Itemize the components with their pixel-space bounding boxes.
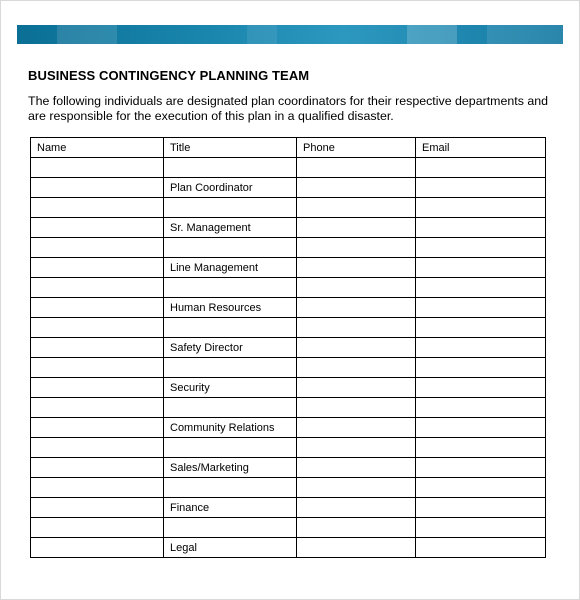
cell-phone[interactable] xyxy=(297,538,416,558)
cell-phone[interactable] xyxy=(297,458,416,478)
banner-highlight xyxy=(487,25,563,44)
cell-email[interactable] xyxy=(416,338,546,358)
cell-email[interactable] xyxy=(416,278,546,298)
cell-name[interactable] xyxy=(31,238,164,258)
table-row xyxy=(31,418,546,438)
table-row xyxy=(31,238,546,258)
cell-name[interactable] xyxy=(31,358,164,378)
cell-name[interactable] xyxy=(31,318,164,338)
cell-title[interactable]: Finance xyxy=(164,498,297,518)
table-row xyxy=(31,318,546,338)
table-row xyxy=(31,338,546,358)
cell-title[interactable]: Human Resources xyxy=(164,298,297,318)
cell-phone[interactable] xyxy=(297,498,416,518)
cell-name[interactable] xyxy=(31,458,164,478)
table-row xyxy=(31,178,546,198)
cell-email[interactable] xyxy=(416,398,546,418)
cell-phone[interactable] xyxy=(297,418,416,438)
table-row xyxy=(31,378,546,398)
table-row xyxy=(31,358,546,378)
table-row xyxy=(31,158,546,178)
cell-phone[interactable] xyxy=(297,298,416,318)
cell-name[interactable] xyxy=(31,398,164,418)
cell-email[interactable] xyxy=(416,458,546,478)
cell-phone[interactable] xyxy=(297,198,416,218)
cell-title[interactable] xyxy=(164,358,297,378)
table-row xyxy=(31,298,546,318)
cell-phone[interactable] xyxy=(297,258,416,278)
cell-phone[interactable] xyxy=(297,178,416,198)
cell-name[interactable] xyxy=(31,198,164,218)
column-header-phone: Phone xyxy=(297,138,416,158)
cell-name[interactable] xyxy=(31,438,164,458)
header-banner xyxy=(17,25,563,44)
cell-email[interactable] xyxy=(416,178,546,198)
table-row xyxy=(31,518,546,538)
cell-phone[interactable] xyxy=(297,218,416,238)
table-row xyxy=(31,478,546,498)
cell-phone[interactable] xyxy=(297,518,416,538)
table-body xyxy=(31,158,546,558)
cell-email[interactable] xyxy=(416,298,546,318)
cell-email[interactable] xyxy=(416,218,546,238)
cell-email[interactable] xyxy=(416,318,546,338)
cell-email[interactable] xyxy=(416,258,546,278)
banner-highlight xyxy=(57,25,117,44)
cell-email[interactable] xyxy=(416,498,546,518)
cell-email[interactable] xyxy=(416,198,546,218)
team-table xyxy=(30,137,546,558)
cell-phone[interactable] xyxy=(297,278,416,298)
cell-title[interactable]: Community Relations xyxy=(164,418,297,438)
cell-title[interactable] xyxy=(164,438,297,458)
cell-name[interactable] xyxy=(31,478,164,498)
cell-title[interactable]: Safety Director xyxy=(164,338,297,358)
intro-paragraph: The following individuals are designated plan coordinators for their respective departments and are responsible for the execution of this plan in a qualified disaster. xyxy=(28,94,549,123)
cell-email[interactable] xyxy=(416,478,546,498)
cell-phone[interactable] xyxy=(297,438,416,458)
cell-title[interactable] xyxy=(164,398,297,418)
cell-email[interactable] xyxy=(416,438,546,458)
cell-name[interactable] xyxy=(31,218,164,238)
cell-name[interactable] xyxy=(31,498,164,518)
cell-email[interactable] xyxy=(416,238,546,258)
table-row xyxy=(31,538,546,558)
cell-title[interactable] xyxy=(164,278,297,298)
cell-email[interactable] xyxy=(416,538,546,558)
cell-title[interactable] xyxy=(164,158,297,178)
cell-email[interactable] xyxy=(416,158,546,178)
cell-title[interactable]: Security xyxy=(164,378,297,398)
table-row xyxy=(31,398,546,418)
column-header-title: Title xyxy=(164,138,297,158)
cell-email[interactable] xyxy=(416,378,546,398)
cell-phone[interactable] xyxy=(297,158,416,178)
column-header-name: Name xyxy=(31,138,164,158)
cell-title[interactable] xyxy=(164,518,297,538)
cell-name[interactable] xyxy=(31,258,164,278)
table-row xyxy=(31,498,546,518)
cell-title[interactable]: Legal xyxy=(164,538,297,558)
cell-name[interactable] xyxy=(31,338,164,358)
cell-phone[interactable] xyxy=(297,338,416,358)
table-row xyxy=(31,198,546,218)
table-row xyxy=(31,258,546,278)
cell-phone[interactable] xyxy=(297,358,416,378)
cell-name[interactable] xyxy=(31,158,164,178)
cell-name[interactable] xyxy=(31,278,164,298)
cell-name[interactable] xyxy=(31,178,164,198)
cell-title[interactable]: Sr. Management xyxy=(164,218,297,238)
banner-highlight xyxy=(247,25,277,44)
cell-title[interactable]: Plan Coordinator xyxy=(164,178,297,198)
cell-phone[interactable] xyxy=(297,398,416,418)
cell-phone[interactable] xyxy=(297,378,416,398)
cell-name[interactable] xyxy=(31,418,164,438)
cell-email[interactable] xyxy=(416,418,546,438)
cell-name[interactable] xyxy=(31,378,164,398)
document-heading: BUSINESS CONTINGENCY PLANNING TEAM xyxy=(28,68,310,83)
column-header-email: Email xyxy=(416,138,546,158)
table-header-row xyxy=(31,138,546,158)
cell-phone[interactable] xyxy=(297,238,416,258)
cell-title[interactable]: Sales/Marketing xyxy=(164,458,297,478)
cell-name[interactable] xyxy=(31,518,164,538)
cell-title[interactable] xyxy=(164,318,297,338)
table-row xyxy=(31,278,546,298)
cell-title[interactable] xyxy=(164,198,297,218)
table-row xyxy=(31,218,546,238)
cell-email[interactable] xyxy=(416,358,546,378)
cell-title[interactable]: Line Management xyxy=(164,258,297,278)
table-row xyxy=(31,458,546,478)
cell-name[interactable] xyxy=(31,538,164,558)
table-row xyxy=(31,438,546,458)
banner-highlight xyxy=(407,25,457,44)
cell-name[interactable] xyxy=(31,298,164,318)
cell-email[interactable] xyxy=(416,518,546,538)
cell-title[interactable] xyxy=(164,238,297,258)
cell-title[interactable] xyxy=(164,478,297,498)
cell-phone[interactable] xyxy=(297,478,416,498)
cell-phone[interactable] xyxy=(297,318,416,338)
